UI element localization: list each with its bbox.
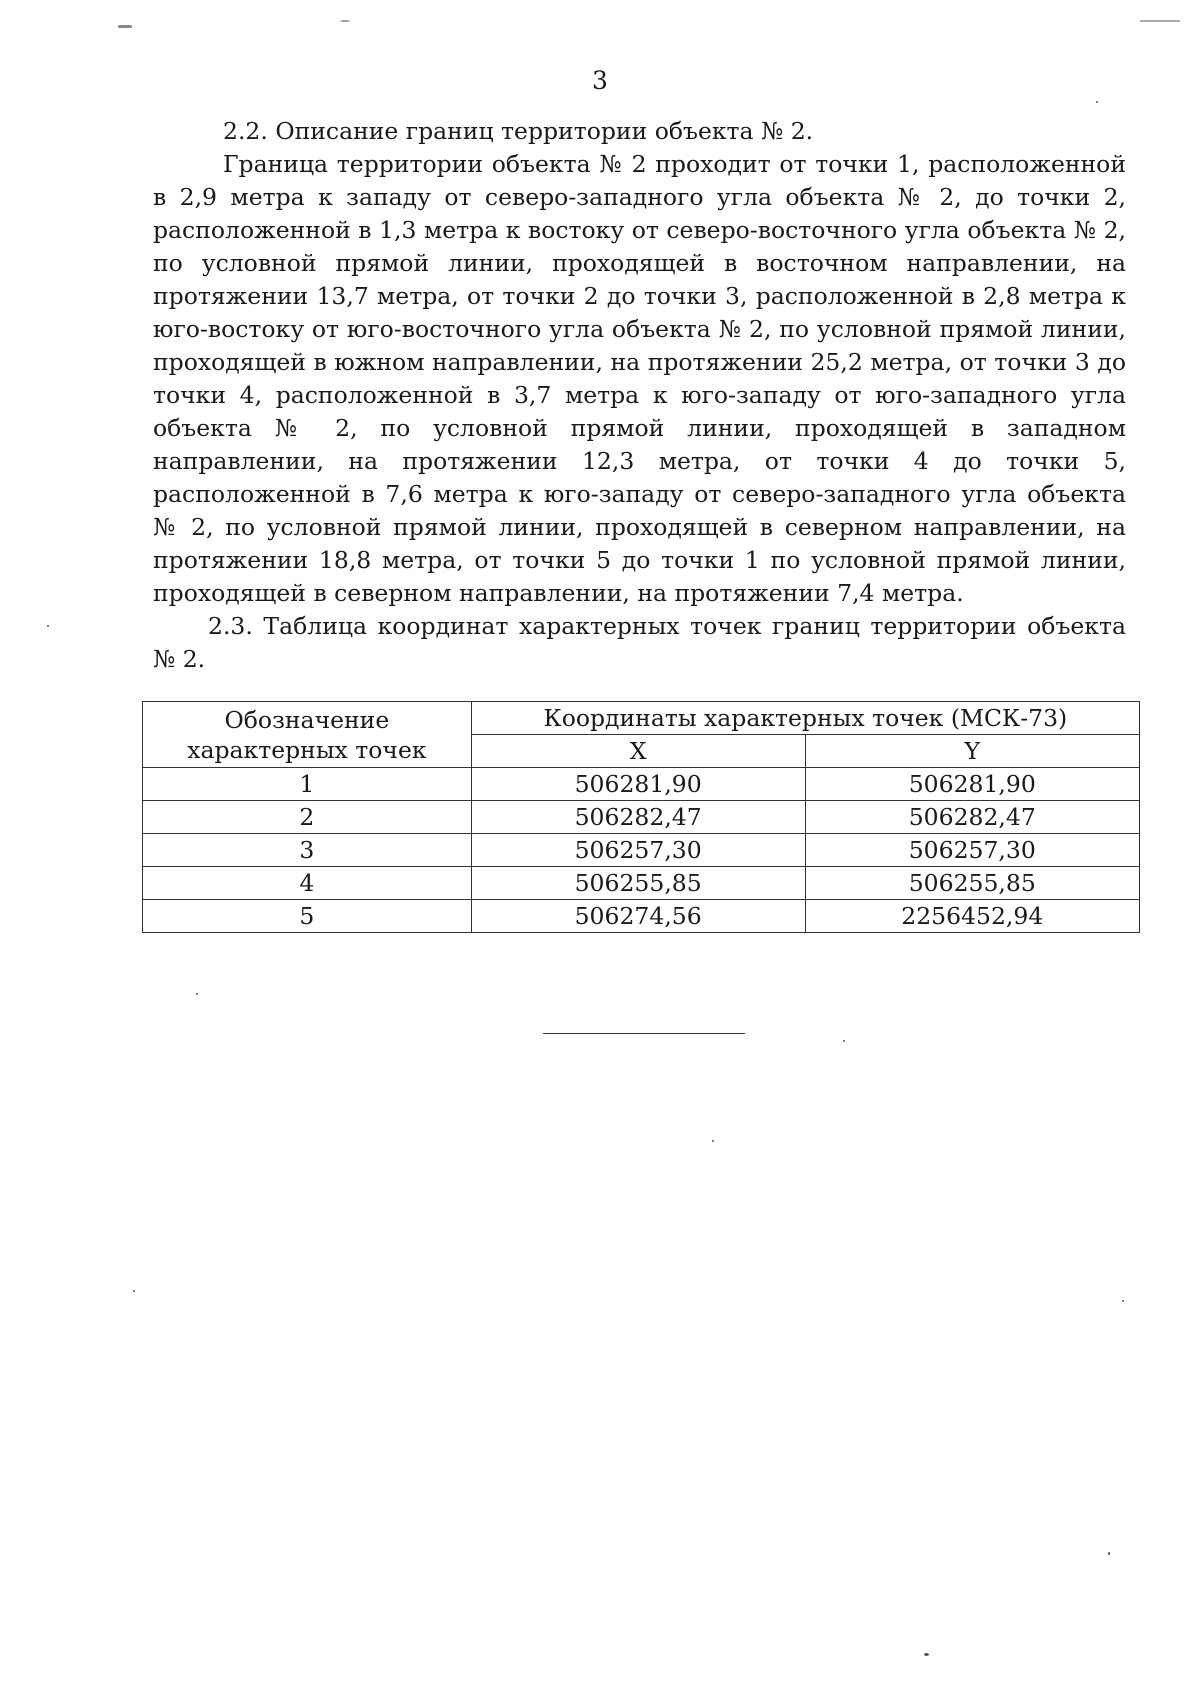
section-2-2-body xyxy=(153,148,1126,610)
scan-speck xyxy=(1122,1300,1124,1302)
point-cell: 1 xyxy=(143,768,472,801)
point-cell: 4 xyxy=(143,867,472,900)
x-cell: 506255,85 xyxy=(471,867,805,900)
scan-speck xyxy=(133,1290,135,1292)
point-designation-header: Обозначение характерных точек xyxy=(143,702,472,768)
section-2-3-heading: 2.3. Таблица координат характерных точек границ территории объекта № 2. xyxy=(153,612,1126,673)
y-cell: 506281,90 xyxy=(805,768,1139,801)
scan-speck xyxy=(1140,20,1180,22)
section-2-3-heading-block xyxy=(153,610,1126,676)
table-row xyxy=(143,867,1140,900)
scan-speck xyxy=(1096,101,1098,103)
y-column-header: Y xyxy=(805,735,1139,768)
scan-speck xyxy=(924,1653,929,1656)
scan-speck xyxy=(843,1040,845,1042)
boundary-description-paragraph: Граница территории объекта № 2 проходит от точки 1, расположенной в 2,9 метра к западу от северо-западного угла объекта № 2, до точки 2, расположенной в 1,3 метра к востоку от северо-восточного угла объекта № 2, по условной прямой линии, проходящей в восточном направлении, на протяжении 13,7 метра, от точки 2 до точки 3, расположенной в 2,8 метра к юго-востоку от юго-восточного угла объекта № 2, по условной прямой линии, проходящей в южном направлении, на протяжении 25,2 метра, от точки 3 до точки 4, расположенной в 3,7 метра к юго-западу от юго-западного угла объекта № 2, по условной прямой линии, проходящей в западном направлении, на протяжении 12,3 метра, от точки 4 до точки 5, расположенной в 7,6 метра к юго-западу от северо-западного угла объекта № 2, по условной прямой линии, проходящей в северном направлении, на протяжении 18,8 метра, от точки 5 до точки 1 по условной прямой линии, проходящей в северном направлении, на протяжении 7,4 метра. xyxy=(153,150,1126,607)
page-number: 3 xyxy=(592,66,608,95)
scan-speck xyxy=(196,993,198,995)
x-cell: 506281,90 xyxy=(471,768,805,801)
coordinates-table xyxy=(142,701,1140,933)
x-cell: 506282,47 xyxy=(471,801,805,834)
scan-speck xyxy=(118,25,132,28)
end-of-section-rule xyxy=(543,1033,745,1034)
x-cell: 506257,30 xyxy=(471,834,805,867)
scan-speck xyxy=(712,1140,714,1142)
point-cell: 2 xyxy=(143,801,472,834)
table-row xyxy=(143,900,1140,933)
point-cell: 5 xyxy=(143,900,472,933)
y-cell: 506282,47 xyxy=(805,801,1139,834)
section-2-2-heading-block xyxy=(153,115,1126,148)
y-cell: 506255,85 xyxy=(805,867,1139,900)
scan-speck xyxy=(1108,1552,1110,1555)
scan-speck xyxy=(340,20,350,22)
y-cell: 506257,30 xyxy=(805,834,1139,867)
table-header-row xyxy=(143,702,1140,735)
y-cell: 2256452,94 xyxy=(805,900,1139,933)
table-row xyxy=(143,768,1140,801)
coordinates-header: Координаты характерных точек (МСК-73) xyxy=(471,702,1139,735)
table-row xyxy=(143,834,1140,867)
scan-speck xyxy=(47,625,49,627)
x-column-header: X xyxy=(471,735,805,768)
section-2-2-heading: 2.2. Описание границ территории объекта № 2. xyxy=(223,117,814,145)
table-row xyxy=(143,801,1140,834)
point-cell: 3 xyxy=(143,834,472,867)
x-cell: 506274,56 xyxy=(471,900,805,933)
